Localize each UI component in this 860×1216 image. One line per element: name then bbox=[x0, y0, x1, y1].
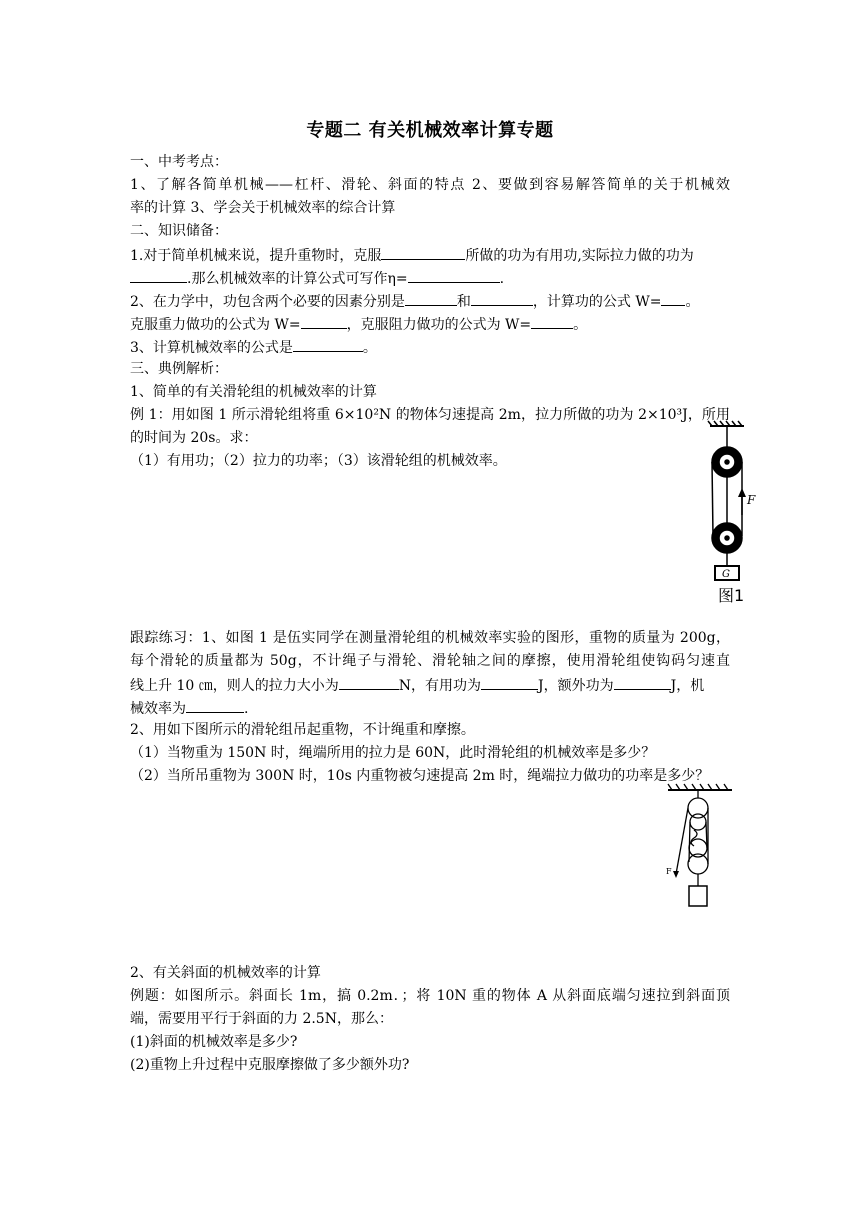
knowledge-q2-line-2 bbox=[130, 313, 587, 335]
exam-points-line-1: 1、了解各简单机械——杠杆、滑轮、斜面的特点 2、要做到容易解答简单的关于机械效 bbox=[130, 177, 730, 193]
text: 。 bbox=[685, 294, 700, 310]
text: .那么机械效率的计算公式可写作η= bbox=[187, 271, 408, 287]
blank bbox=[293, 336, 363, 352]
subsection-incline: 2、有关斜面的机械效率的计算 bbox=[130, 965, 321, 981]
knowledge-q2-line-1 bbox=[130, 290, 699, 312]
figure-1-pulley-diagram bbox=[702, 420, 758, 606]
example-2-question-2: (2)重物上升过程中克服摩擦做了多少额外功? bbox=[130, 1057, 410, 1073]
text: 所做的功为有用功,实际拉力做的功为 bbox=[465, 248, 694, 264]
blank bbox=[130, 267, 187, 283]
blank bbox=[301, 313, 347, 329]
knowledge-q1-line-1 bbox=[130, 244, 694, 266]
blank bbox=[408, 267, 500, 283]
text: . bbox=[499, 271, 505, 287]
blank bbox=[339, 674, 399, 690]
text: 和 bbox=[456, 294, 471, 310]
text: J，额外功为 bbox=[537, 678, 614, 694]
text: 。 bbox=[573, 317, 588, 333]
text: 3、计算机械效率的公式是 bbox=[130, 340, 293, 356]
blank bbox=[614, 674, 671, 690]
blank bbox=[405, 290, 457, 306]
tracking-2-question-1: （1）当物重为 150N 时，绳端所用的拉力是 60N，此时滑轮组的机械效率是多少？ bbox=[130, 745, 656, 761]
tracking-1-line-2: 每个滑轮的质量都为 50g，不计绳子与滑轮、滑轮轴之间的摩擦，使用滑轮组使钩码匀速直 bbox=[130, 653, 730, 669]
tracking-1-line-3 bbox=[130, 674, 704, 696]
blank bbox=[381, 244, 465, 260]
text: . bbox=[244, 701, 249, 717]
force-arrow-icon bbox=[673, 871, 679, 878]
section-heading-knowledge: 二、知识储备： bbox=[130, 223, 228, 239]
blank bbox=[661, 290, 685, 306]
section-heading-exam-points: 一、中考考点： bbox=[130, 154, 228, 170]
text: 。 bbox=[362, 340, 377, 356]
text: ，克服阻力做功的公式为 W= bbox=[346, 317, 532, 333]
text: 械效率为 bbox=[130, 701, 186, 717]
knowledge-q1-line-2 bbox=[130, 267, 504, 289]
text: 克服重力做功的公式为 W= bbox=[130, 317, 301, 333]
example-1-questions: （1）有用功；（2）拉力的功率；（3）该滑轮组的机械效率。 bbox=[130, 453, 507, 469]
example-1-line-1: 例 1：用如图 1 所示滑轮组将重 6×10²N 的物体匀速提高 2m，拉力所做的功为 2×10³J，所用 bbox=[130, 407, 730, 423]
tracking-2-line-1: 2、用如下图所示的滑轮组吊起重物，不计绳重和摩擦。 bbox=[130, 722, 475, 738]
figure-1-weight-label: G bbox=[722, 569, 730, 580]
tracking-2-question-2: （2）当所吊重物为 300N 时，10s 内重物被匀速提高 2m 时，绳端拉力做功的功率是多少？ bbox=[130, 768, 710, 784]
text: 1.对于简单机械来说，提升重物时，克服 bbox=[130, 248, 382, 264]
example-2-line-2: 端，需要用平行于斜面的力 2.5N，那么： bbox=[130, 1011, 393, 1027]
blank bbox=[531, 313, 573, 329]
force-arrow-icon bbox=[738, 488, 746, 497]
example-2-line-1: 例题：如图所示。斜面长 1m，搞 0.2m．；将 10N 重的物体 A 从斜面底端匀速拉到斜面顶 bbox=[130, 988, 730, 1004]
blank bbox=[186, 697, 244, 713]
figure-2-force-label: F bbox=[666, 867, 672, 876]
example-2-question-1: (1)斜面的机械效率是多少? bbox=[130, 1034, 298, 1050]
knowledge-q3 bbox=[130, 336, 377, 358]
tracking-1-line-4 bbox=[130, 697, 248, 719]
text: 2、在力学中，功包含两个必要的因素分别是 bbox=[130, 294, 405, 310]
figure-1-caption: 图1 bbox=[718, 586, 745, 605]
subsection-pulley: 1、简单的有关滑轮组的机械效率的计算 bbox=[130, 384, 377, 400]
text: ，计算功的公式 W= bbox=[532, 294, 662, 310]
figure-1-force-label: F bbox=[747, 493, 756, 507]
example-1-line-2: 的时间为 20s。求： bbox=[130, 430, 258, 446]
tracking-1-line-1: 跟踪练习：1、如图 1 是伍实同学在测量滑轮组的机械效率实验的图形，重物的质量为 200g， bbox=[130, 630, 730, 646]
page-title: 专题二 有关机械效率计算专题 bbox=[306, 120, 554, 141]
figure-2-pulley-diagram bbox=[664, 782, 736, 914]
text: 线上升 10 ㎝，则人的拉力大小为 bbox=[130, 678, 339, 694]
text: J，机 bbox=[670, 678, 705, 694]
blank bbox=[481, 674, 538, 690]
blank bbox=[471, 290, 533, 306]
text: N，有用功为 bbox=[398, 678, 481, 694]
section-heading-examples: 三、典例解析： bbox=[130, 361, 228, 377]
exam-points-line-2: 率的计算 3、学会关于机械效率的综合计算 bbox=[130, 200, 396, 216]
